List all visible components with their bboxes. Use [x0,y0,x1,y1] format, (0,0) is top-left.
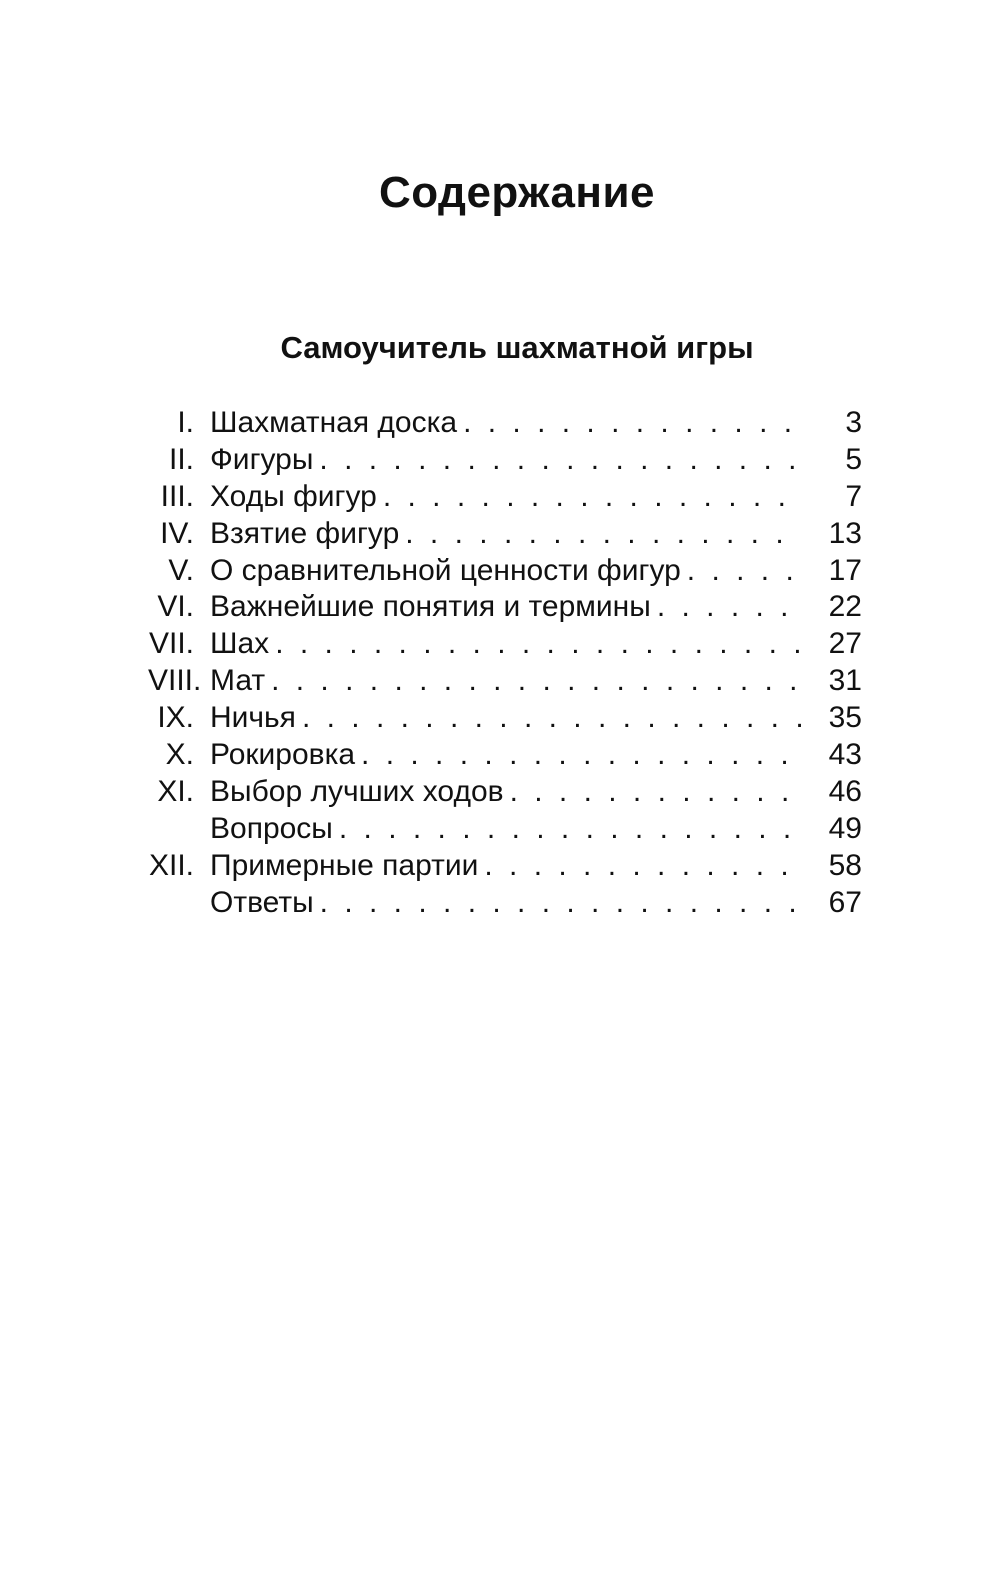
chapter-number: XII. [148,848,194,882]
toc-entry[interactable] [148,700,862,737]
page-number: 31 [828,664,862,698]
chapter-title: Ответы [210,886,320,919]
chapter-number: III. [160,479,194,513]
toc-entry[interactable] [148,811,862,848]
page-number: 3 [845,406,862,439]
toc-entry[interactable] [148,885,862,922]
page-title: Содержание [378,168,656,217]
chapter-title: Шахматная доска [210,406,463,439]
page-number: 58 [828,848,862,882]
chapter-number: VII. [148,627,194,661]
page-number: 13 [828,516,862,550]
chapter-title: Вопросы [210,812,339,845]
toc-entry[interactable] [148,589,862,626]
toc-entry[interactable] [148,848,862,885]
toc-entry[interactable] [148,553,862,590]
page-number: 46 [828,774,862,808]
toc-entry[interactable] [148,663,862,700]
page-number: 49 [828,811,862,845]
toc-entry[interactable] [148,479,862,516]
chapter-number: II. [168,442,194,476]
chapter-title: Взятие фигур [210,517,405,550]
toc-entry[interactable] [148,516,862,553]
page-number: 43 [828,738,862,772]
chapter-number: X. [165,738,194,772]
chapter-title: Шах [210,627,275,660]
page-number: 67 [828,885,862,919]
toc-entry[interactable] [148,626,862,663]
chapter-title: Рокировка [210,738,361,771]
table-of-contents [148,405,862,921]
page-number: 35 [828,701,862,735]
chapter-title: Ничья [210,701,302,734]
page-number: 7 [845,479,862,513]
toc-entry[interactable] [148,442,862,479]
page-number: 27 [828,627,862,661]
chapter-number: VI. [157,590,194,624]
chapter-title: Ходы фигур [210,480,383,513]
chapter-title: Выбор лучших ходов [210,775,510,808]
toc-entry[interactable] [148,737,862,774]
chapter-number: IV. [160,516,194,550]
chapter-number: V. [168,553,194,587]
toc-entry[interactable] [148,774,862,811]
chapter-title: Важнейшие понятия и термины [210,590,657,623]
chapter-title: Мат [210,664,271,697]
chapter-title: Фигуры [210,443,319,476]
chapter-number: I. [177,406,194,439]
page-number: 5 [845,442,862,476]
page-number: 22 [828,590,862,624]
page-number: 17 [828,553,862,587]
toc-entry[interactable] [148,405,862,442]
chapter-title: Примерные партии [210,849,484,882]
chapter-number: VIII. [148,664,202,698]
section-title: Самоучитель шахматной игры [280,330,754,365]
chapter-number: IX. [157,701,194,735]
chapter-title: О сравнительной ценности фигур [210,554,687,587]
chapter-number: XI. [157,774,194,808]
